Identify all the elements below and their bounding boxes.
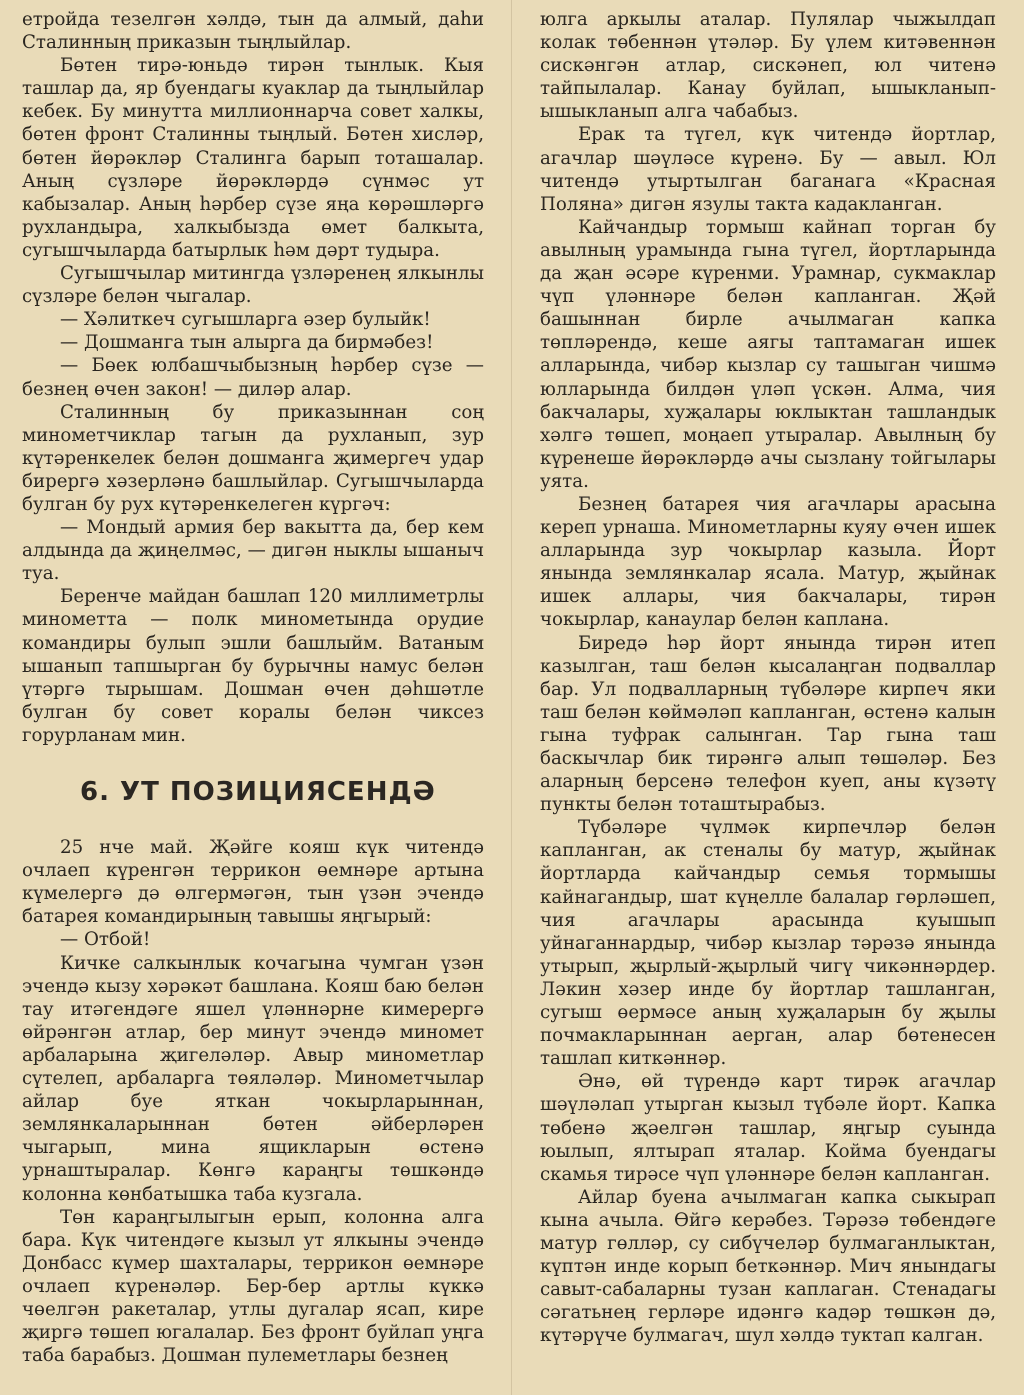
dialogue-line: — Мондый армия бер вакытта да, бер кем алдында да җиңелмәс, — дигән ныклы ышаныч туа. <box>22 517 484 585</box>
dialogue-line: — Бөек юлбашчыбызның һәрбер сүзе — безнең өчен закон! — диләр алар. <box>22 355 484 400</box>
dialogue-line: — Дошманга тын алырга да бирмәбез! <box>60 332 434 354</box>
paragraph: Бөтен тирә-юньдә тирән тынлык. Кыя ташлар да, яр буендагы куаклар да тыңлыйлар кебек. Бу минутта миллионнарча совет халкы, бөтен фронт Сталинны тыңлый. Бөтен хисләр, бөтен йөрәкләр Сталинга барып тоташалар. Аның сүзләре йөрәкләрдә сүнмәс ут кабызалар. Аның һәрбер сүзе яңа көрәшләргә рухландыра, халкыбызда өмет балкыта, сугышчыларда батырлык һәм дәрт тудыра. <box>22 55 484 261</box>
column-divider <box>511 0 512 1395</box>
paragraph: Сугышчылар митингда үзләренең ялкынлы сүзләре белән чыгалар. <box>22 263 484 308</box>
paragraph: Безнең батарея чия агачлары арасына кереп урнаша. Минометларны куяу өчен ишек алларында зур чокырлар казыла. Йорт янында землянкалар ясала. Матур, җыйнак ишек аллары, чия бакчалары, тирән чокырлар, канаулар белән каплана. <box>540 493 996 631</box>
left-column <box>22 8 484 1367</box>
paragraph: 25 нче май. Җәйге кояш күк читендә очлаеп күренгән террикон өемнәре артына күмелергә дә өлгермәгән, тын үзән эчендә батарея командирының тавышы яңгырый: <box>22 837 484 928</box>
paragraph: Сталинның бу приказыннан соң минометчиклар тагын да рухланып, зур күтәренкелек белән дошманга җимергеч удар бирергә хәзерләнә башлыйлар. Сугышчыларда булган бу рух күтәренкелеген күргәч: <box>22 401 484 515</box>
right-column <box>540 8 996 1347</box>
dialogue-line: — Отбой! <box>60 929 151 951</box>
paragraph: Ерак та түгел, күк читендә йортлар, агачлар шәүләсе күренә. Бу — авыл. Юл читендә утыртылган баганага «Красная Поляна» дигән язулы такта кадакланган. <box>540 124 996 215</box>
paragraph: Кайчандыр тормыш кайнап торган бу авылның урамында гына түгел, йортларында да җан әсәре күренми. Урамнар, сукмаклар чүп үләннәре белән капланган. Җәй башыннан бирле ачылмаган капка төпләрендә, кеше аягы таптамаган ишек алларында, чибәр кызлар су ташыган чишмә юлларында билдән үләп үскән. Алма, чия бакчалары, хуҗалары юклыктан ташландык хәлгә төшеп, моңаеп утыралар. Авылның бу күренеше йөрәкләрдә ачы сызлану тойгылары уята. <box>540 216 996 492</box>
paragraph: Биредә һәр йорт янында тирән итеп казылган, таш белән кысалаңган подваллар бар. Ул подвалларның түбәләре кирпеч яки таш белән көймәләп капланган, өстенә калын гына туфрак салынган. Тар гына таш баскычлар бик тирәнгә алып төшәләр. Без аларның берсенә телефон куеп, аны күзәтү пункты белән тоташтырабыз. <box>540 632 996 816</box>
paragraph: Әнә, өй түрендә карт тирәк агачлар шәүләлап утырган кызыл түбәле йорт. Капка төбенә җәелгән ташлар, яңгыр суында юылып, ялтырап яталар. Койма буендагы скамья тирәсе чүп үләннәре белән капланган. <box>540 1071 996 1185</box>
paragraph: Беренче майдан башлап 120 миллиметрлы минометта — полк минометында орудие командиры булып эшли башлыйм. Ватаным ышанып тапшырган бу бурычны намус белән үтәргә тырышам. Дошман өчен дәһшәтле булган бу совет коралы белән чиксез горурланам мин. <box>22 586 484 746</box>
dialogue-line: — Хәлиткеч сугышларга әзер булыйк! <box>60 309 431 331</box>
paragraph: юлга аркылы аталар. Пулялар чыжылдап колак төбеннән үтәләр. Бу үлем китәвеннән сискәнгән атлар, сискәнеп, юл читенә тайпылалар. Канау буйлап, ышыкланып-ышыкланып алга чабабыз. <box>540 9 996 123</box>
paragraph: Айлар буена ачылмаган капка сыкырап кына ачыла. Өйгә керәбез. Тәрәзә төбендәге матур гөлләр, су сибүчеләр булмаганлыктан, күптән инде корып беткәннәр. Мич янындагы савыт-сабаларны тузан каплаган. Стенадагы сәгатьнең герләре идәнгә кадәр төшкән дә, күтәрүче булмагач, шул хәлдә туктап калган. <box>540 1186 996 1347</box>
paragraph: Кичке салкынлык кочагына чумган үзән эчендә кызу хәрәкәт башлана. Кояш баю белән тау итәгендәге яшел үләннәрне кимерергә өйрәнгән атлар, бер минут эчендә миномет арбаларына җигеләләр. Авыр минометлар сүтелеп, арбаларга төяләләр. Минометчылар айлар буе яткан чокырларыннан, землянкаларыннан бөтен әйберләрен чыгарып, мина ящикларын өстенә урнаштыралар. Көнгә караңгы төшкәндә колонна көнбатышка таба кузгала. <box>22 952 484 1205</box>
section-title: 6. УТ ПОЗИЦИЯСЕНДӘ <box>80 777 436 807</box>
paragraph: Төн караңгылыгын ерып, колонна алга бара. Күк читендәге кызыл ут ялкыны эчендә Донбасс күмер шахталары, террикон өемнәре очлаеп күренәләр. Бер-бер артлы күккә чөелгән ракеталар, утлы дугалар ясап, кире җиргә төшеп югалалар. Без фронт буйлап уңга таба барабыз. Дошман пулеметлары безнең <box>22 1206 484 1367</box>
paragraph: Түбәләре чүлмәк кирпечләр белән капланган, ак стеналы бу матур, җыйнак йортларда кайчандыр семья тормышы кайнагандыр, шат күңелле балалар гөрләшеп, чия агачлары арасында куышып уйнаганнардыр, чибәр кызлар тәрәзә янында утырып, җырлый-җырлый чигү чикәннәрдер. Ләкин хәзер инде бу йортлар ташланган, сугыш өермәсе аның хуҗаларын бу җылы почмакларыннан аерган, алар бөтенесен ташлап киткәннәр. <box>540 817 996 1070</box>
paragraph: етройда тезелгән хәлдә, тын да алмый, даһи Сталинның приказын тыңлыйлар. <box>22 9 484 54</box>
